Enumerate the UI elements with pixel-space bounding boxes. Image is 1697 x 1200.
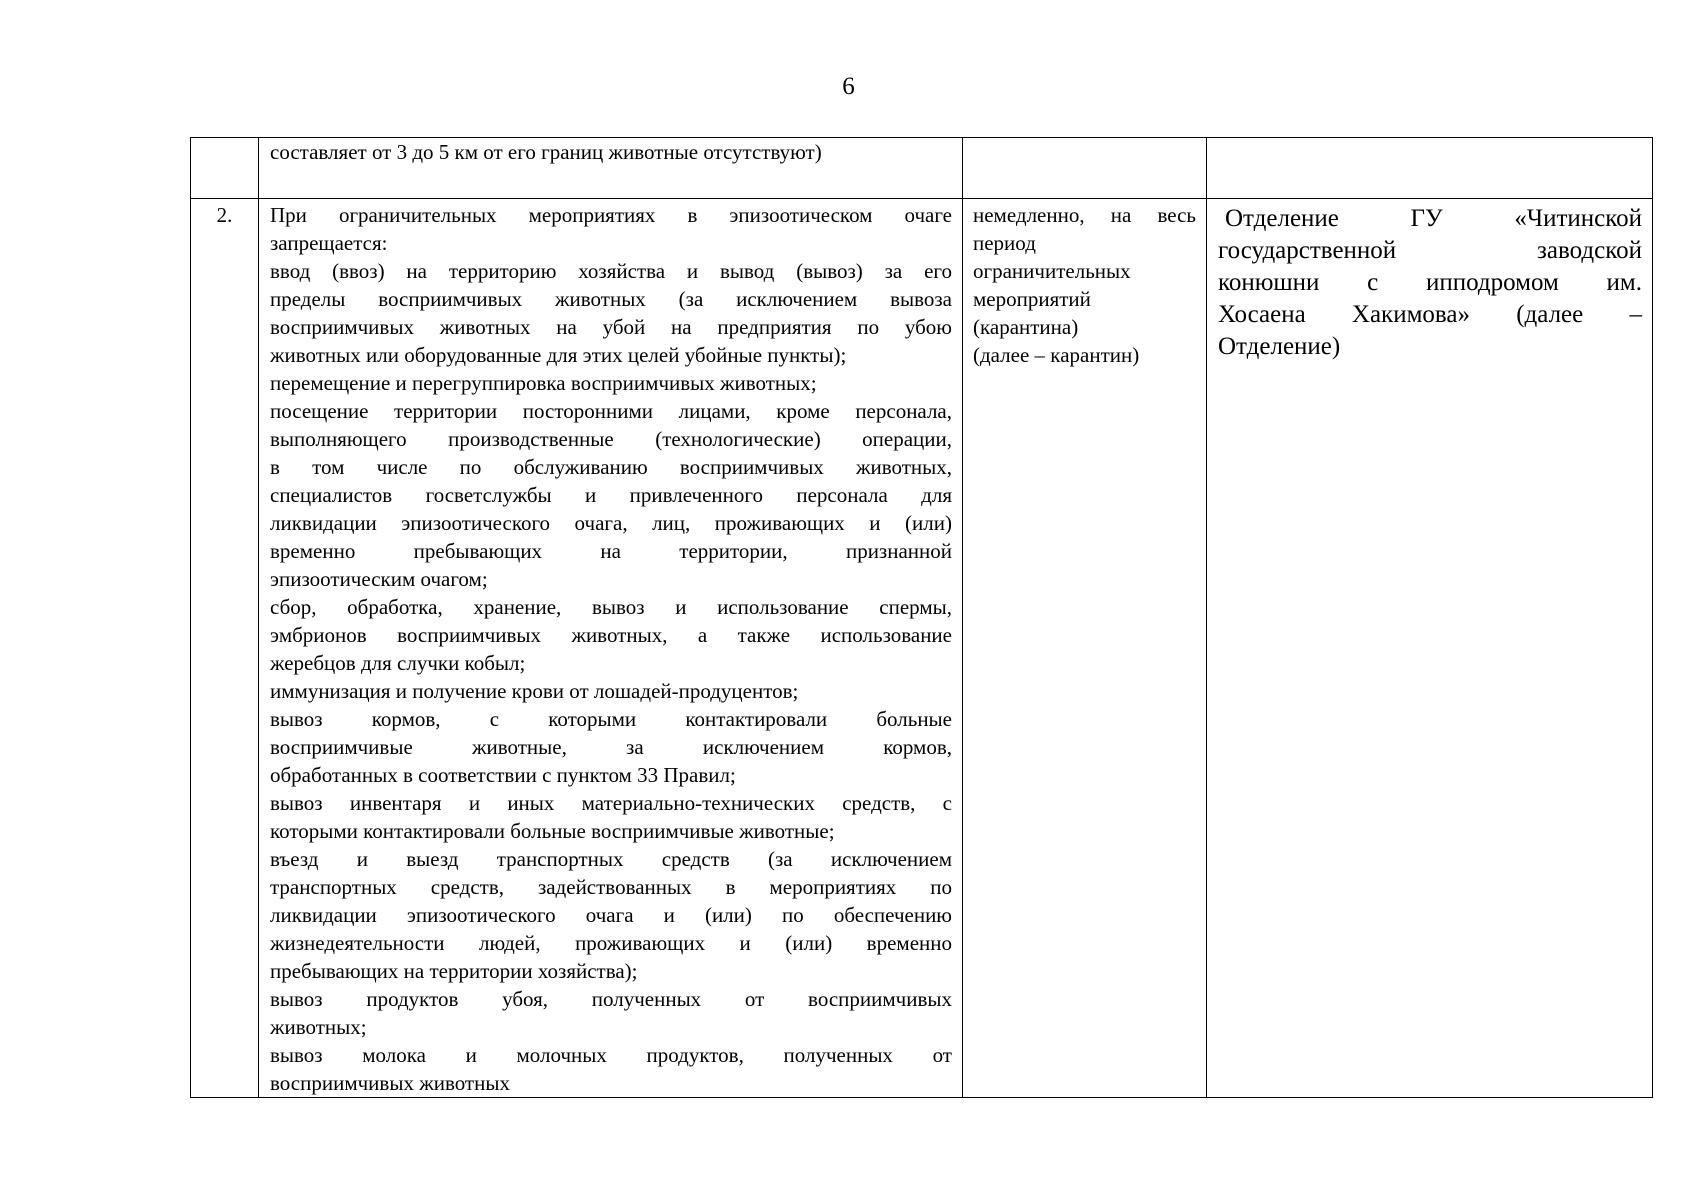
- term-line: период: [973, 231, 1036, 255]
- term-line: ограничительных: [973, 259, 1131, 283]
- term-cell: [963, 138, 1207, 199]
- measure-text-line: эпизоотическим очагом;: [270, 567, 488, 591]
- measure-text-line: выполняющего производственные (технологические) операции,: [270, 427, 952, 451]
- page-number: 6: [842, 73, 855, 100]
- measure-text-line: восприимчивых животных на убой на предприятия по убою: [270, 315, 952, 339]
- measures-table: [190, 137, 1653, 1098]
- measure-text-line: транспортных средств, задействованных в мероприятиях по: [270, 875, 952, 899]
- measure-text-line: сбор, обработка, хранение, вывоз и использование спермы,: [270, 595, 952, 619]
- term-line: мероприятий: [973, 287, 1091, 311]
- measure-text-line: временно пребывающих на территории, признанной: [270, 539, 952, 563]
- responsible-cell: [1207, 199, 1653, 1098]
- measure-text-line: пребывающих на территории хозяйства);: [270, 959, 638, 983]
- table-row-continuation: [191, 138, 1653, 199]
- row-number-cell: 2.: [191, 199, 259, 1098]
- measure-text-line: которыми контактировали больные восприимчивые животные;: [270, 819, 835, 843]
- measure-text-line: перемещение и перегруппировка восприимчивых животных;: [270, 371, 817, 395]
- responsible-cell: [1207, 138, 1653, 199]
- term-line: немедленно, на весь: [973, 203, 1196, 227]
- measure-text-line: составляет от 3 до 5 км от его границ животные отсутствуют): [270, 140, 822, 164]
- measure-text-line: ввод (ввоз) на территорию хозяйства и вывод (вывоз) за его: [270, 259, 952, 283]
- measure-text-cell: [259, 138, 963, 199]
- row-number-cell: [191, 138, 259, 199]
- measure-text-line: вывоз кормов, с которыми контактировали больные: [270, 707, 952, 731]
- responsible-line: Отделение): [1218, 333, 1341, 360]
- responsible-line: государственной заводской: [1218, 237, 1642, 264]
- measure-text-cell: [259, 199, 963, 1098]
- measure-text-line: эмбрионов восприимчивых животных, а также использование: [270, 623, 952, 647]
- responsible-line: Отделение ГУ «Читинской: [1225, 205, 1642, 232]
- measure-text-line: При ограничительных мероприятиях в эпизоотическом очаге: [270, 203, 952, 227]
- measure-text-line: животных;: [270, 1015, 367, 1039]
- measure-text-line: пределы восприимчивых животных (за исключением вывоза: [270, 287, 952, 311]
- measure-text-line: вывоз инвентаря и иных материально-технических средств, с: [270, 791, 952, 815]
- term-line: (далее – карантин): [973, 343, 1140, 367]
- term-line: (карантина): [973, 315, 1079, 339]
- measure-text-line: вывоз молока и молочных продуктов, полученных от: [270, 1043, 952, 1067]
- responsible-line: Хосаена Хакимова» (далее –: [1218, 301, 1642, 328]
- measure-text-line: ликвидации эпизоотического очага, лиц, проживающих и (или): [270, 511, 952, 535]
- measure-text-line: запрещается:: [270, 231, 388, 255]
- measure-text-line: животных или оборудованные для этих целей убойные пункты);: [270, 343, 847, 367]
- measure-text-line: восприимчивых животных: [270, 1071, 510, 1095]
- term-cell: [963, 199, 1207, 1098]
- measure-text-line: въезд и выезд транспортных средств (за исключением: [270, 847, 952, 871]
- measure-text-line: вывоз продуктов убоя, полученных от восприимчивых: [270, 987, 952, 1011]
- table-row: [191, 199, 1653, 1098]
- measure-text-line: в том числе по обслуживанию восприимчивых животных,: [270, 455, 952, 479]
- measure-text-line: специалистов госветслужбы и привлеченного персонала для: [270, 483, 952, 507]
- measure-text-line: жеребцов для случки кобыл;: [270, 651, 526, 675]
- measure-text-line: восприимчивые животные, за исключением кормов,: [270, 735, 952, 759]
- measure-text-line: иммунизация и получение крови от лошадей-продуцентов;: [270, 679, 799, 703]
- responsible-line: конюшни с ипподромом им.: [1218, 269, 1642, 296]
- measure-text-line: ликвидации эпизоотического очага и (или) по обеспечению: [270, 903, 952, 927]
- measure-text-line: жизнедеятельности людей, проживающих и (или) временно: [270, 931, 952, 955]
- measure-text-line: посещение территории посторонними лицами, кроме персонала,: [270, 399, 952, 423]
- measure-text-line: обработанных в соответствии с пунктом 33 Правил;: [270, 763, 736, 787]
